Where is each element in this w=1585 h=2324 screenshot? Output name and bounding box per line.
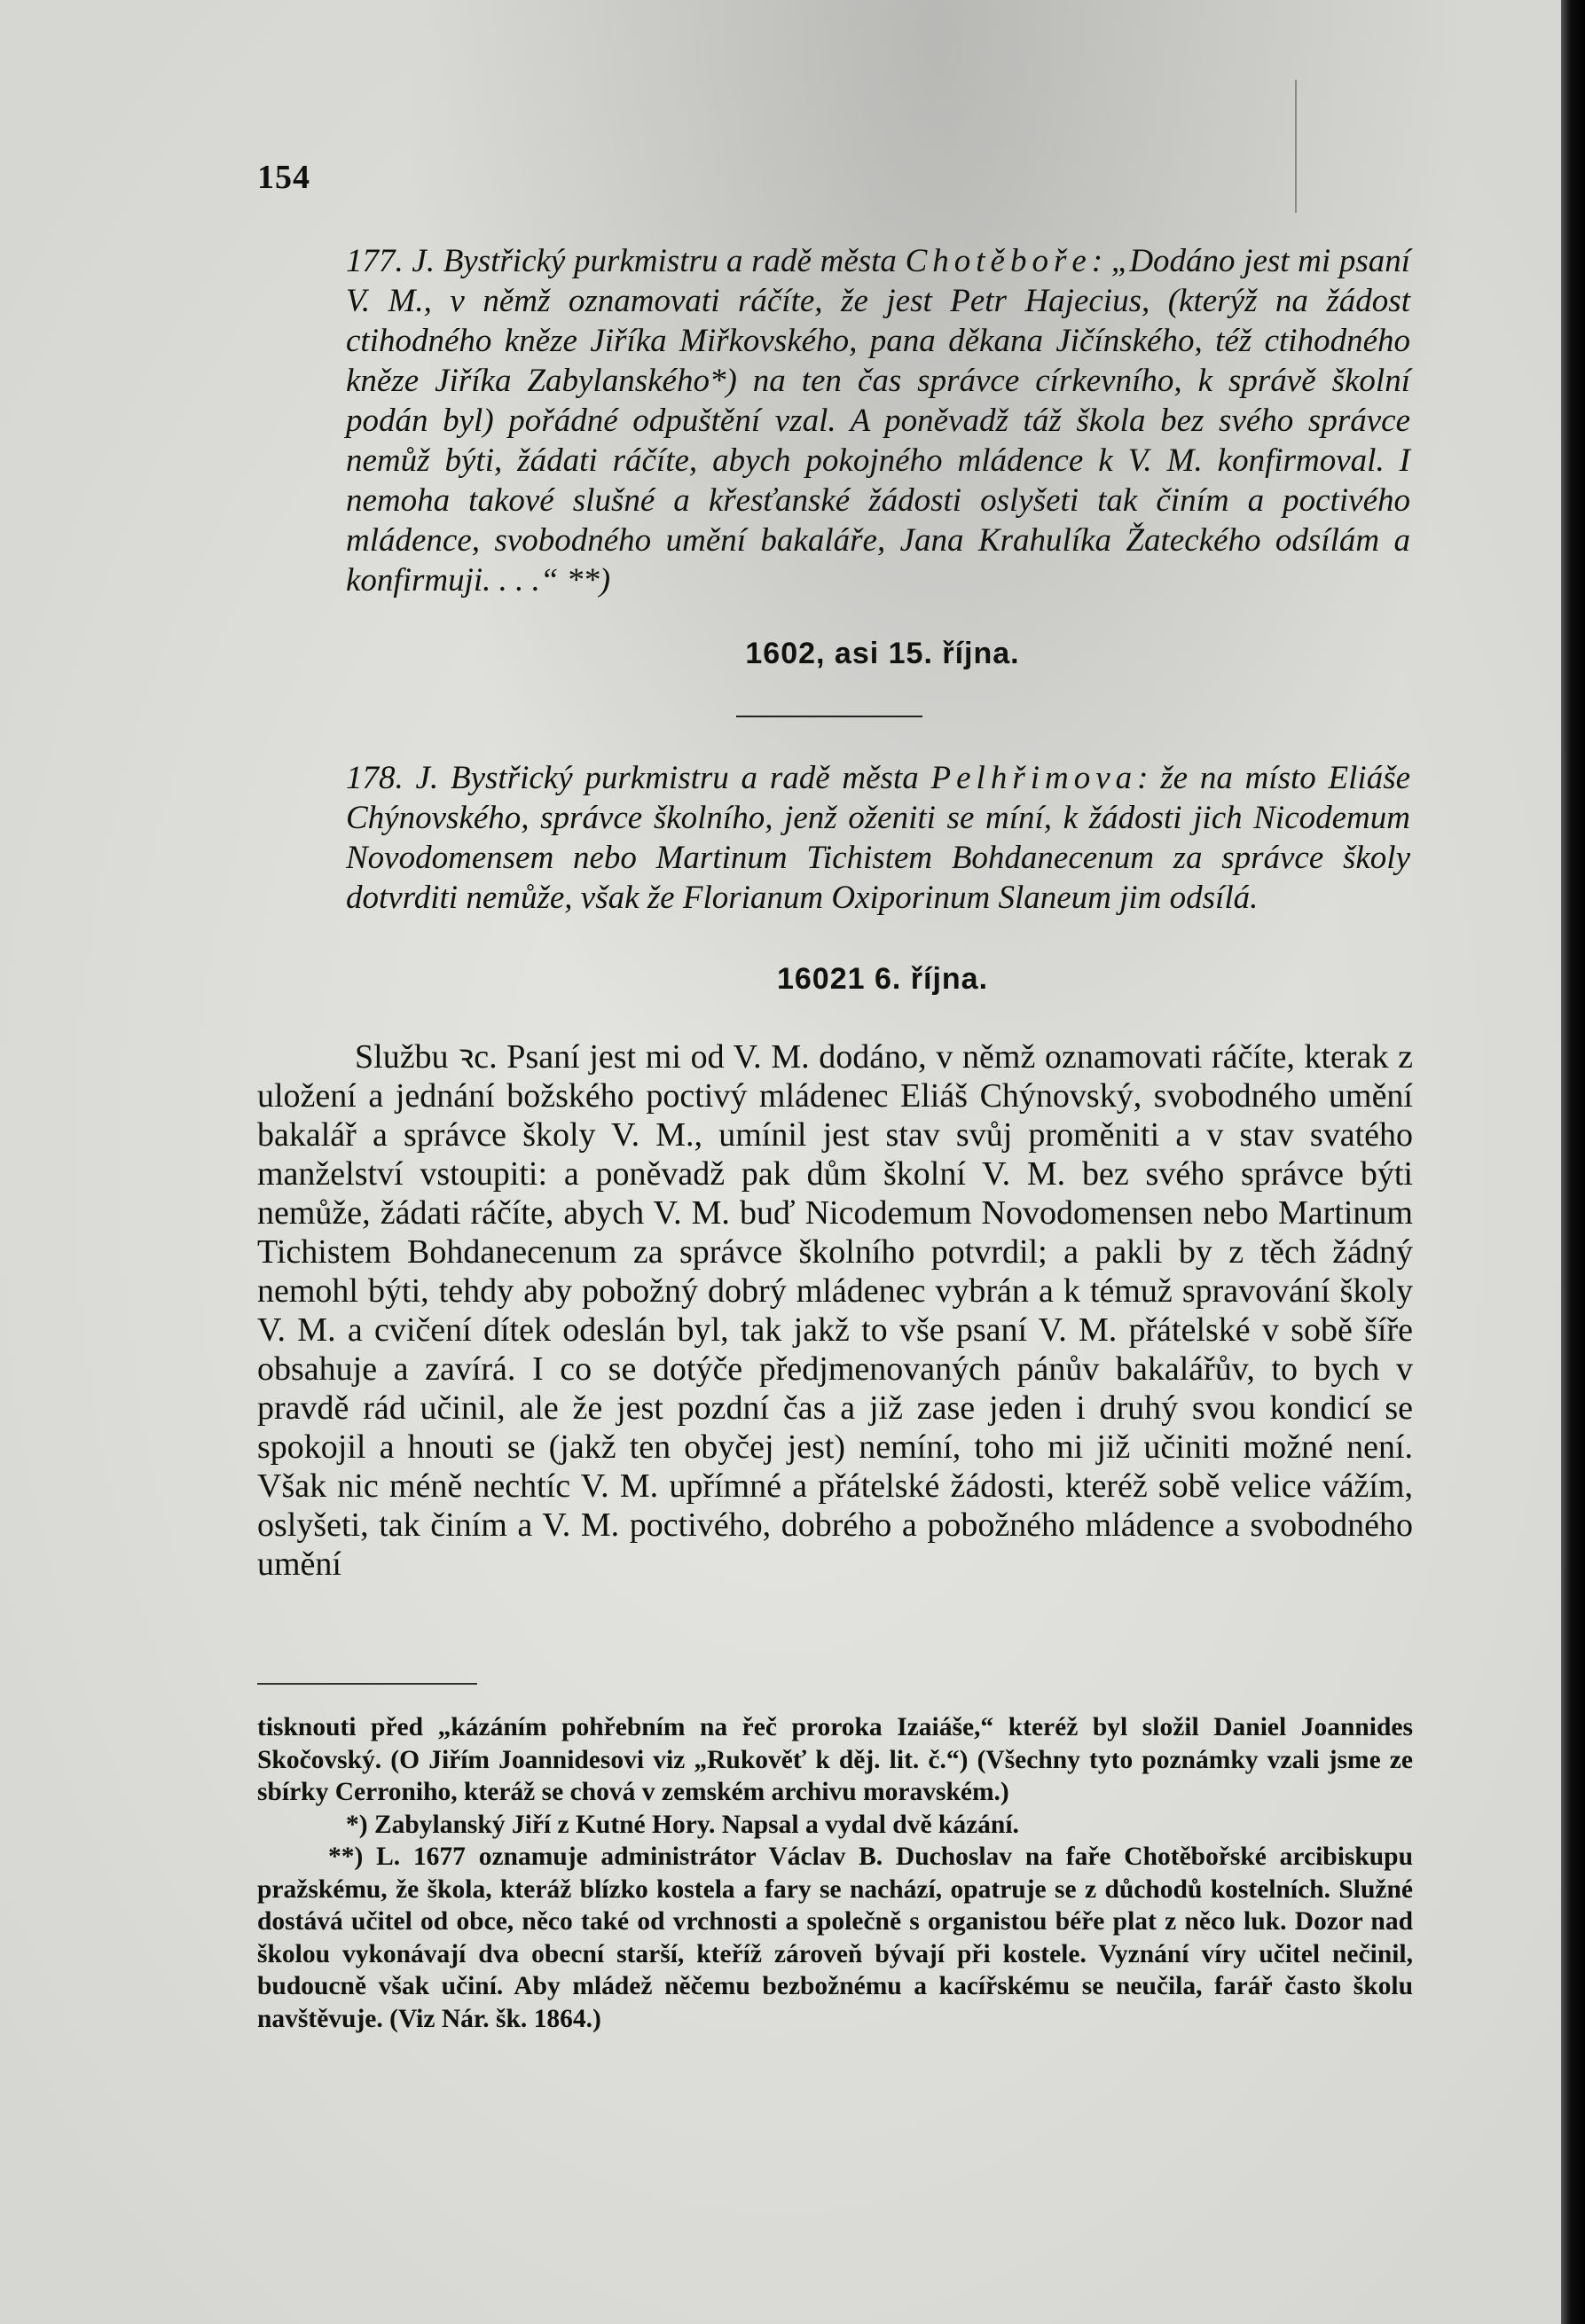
page-scratch-mark bbox=[1295, 80, 1297, 213]
entry-text: : že na místo Eliáše Chýnovského, správce školního, jenž oženiti se míní, k žádosti jich Nicodemum Novodomensem nebo Martinum Tichistem Bohdanecenum za správce školy dotvrditi nemůže, však že Florianum Oxiporinum Slaneum jim odsílá. bbox=[346, 760, 1411, 916]
footnotes bbox=[257, 1711, 1413, 2035]
footnote-double-star: **) L. 1677 oznamuje administrátor Václav B. Duchoslav na faře Chotěbořské arcibiskupu pražskému, že škola, kteráž blízko kostela a fary se nachází, opatruje se z důchodů kostelních. Služné dostává učitel od obce, něco také od vrchnosti a společně s organistou béře plat z něco luk. Dozor nad školou vykonávají dva obecní starší, kteříž zároveň bývají při kostele. Vyznání víry učitel nečinil, budoucně však učiní. Aby mládež něčemu bezbožnému a kacířskému se neučila, farář často školu navštěvuje. (Viz Nár. šk. 1864.) bbox=[257, 1843, 1413, 2033]
page-edge-shadow bbox=[1561, 0, 1585, 2324]
entry-177-date: 1602, asi 15. října. bbox=[745, 637, 1020, 670]
footnote-continuation: tisknouti před „kázáním pohřebním na řeč proroka Izaiáše,“ kteréž byl složil Daniel Joannides Skočovský. (O Jiřím Joannidesovi viz „Rukověť k děj. lit. č.“) (Všechny tyto poznámky vzali jsme ze sbírky Cerroniho, kteráž se chová v zemském archivu moravském.) bbox=[257, 1713, 1413, 1806]
entry-place: Chotěboře bbox=[905, 243, 1092, 279]
footnote-rule bbox=[257, 1683, 477, 1685]
entry-number: 178. bbox=[346, 760, 404, 796]
entry-text: : „Dodáno jest mi psaní V. M., v němž oznamovati ráčíte, že jest Petr Hajecius, (kterýž na žádost ctihodného kněze Jiříka Miřkovského, pana děkana Jičínského, též ctihodného kněze Jiříka Zabylanského*) na ten čas správce církevního, k správě školní podán byl) pořádné odpuštění vzal. A poněvadž táž škola bez svého správce nemůž býti, žádati ráčíte, abych pokojného mládence k V. M. konfirmoval. I nemoha takové slušné a křesťanské žádosti oslyšeti tak činím a poctivého mládence, svobodného umění bakaláře, Jana Krahulíka Žateckého odsílám a konfirmuji. . . .“ **) bbox=[346, 243, 1410, 599]
entry-lead: J. Bystřický purkmistru a radě města bbox=[412, 243, 897, 279]
separator-rule bbox=[736, 716, 922, 717]
entry-178 bbox=[346, 758, 1410, 918]
letter-body: Službu ꝛc. Psaní jest mi od V. M. dodáno, v němž oznamovati ráčíte, kterak z uložení a jednání božského poctivý mládenec Eliáš Chýnovský, svobodného umění bakalář a správce školy V. M., umínil jest stav svůj proměniti a v stav svatého manželství vstoupiti: a poněvadž pak dům školní V. M. bez svého správce býti nemůže, žádati ráčíte, abych V. M. buď Nicodemum Novodomensen nebo Martinum Tichistem Bohdanecenum za správce školního potvrdil; a pakli by z těch žádný nemohl býti, tehdy aby pobožný dobrý mládenec vybrán a k témuž spravování školy V. M. a cvičení dítek odeslán byl, tak jakž to vše psaní V. M. přátelské v sobě šíře obsahuje a zavírá. I co se dotýče předjmenovaných pánův bakalářův, to bych v pravdě rád učinil, ale že jest pozdní čas a již zase jeden i druhý svou kondicí se spokojil a hnouti se (jakž ten obyčej jest) nemíní, toho mi již učiniti možné není. Však nic méně nechtíc V. M. upřímné a přátelské žádosti, kteréž sobě velice vážím, oslyšeti, tak činím a V. M. poctivého, dobrého a pobožného mládence a svobodného umění bbox=[257, 1038, 1413, 1583]
entry-number: 177. bbox=[346, 243, 404, 279]
entry-place: Pelhřimova bbox=[930, 760, 1138, 796]
entry-lead: J. Bystřický purkmistru a radě města bbox=[415, 760, 919, 796]
page-number: 154 bbox=[257, 159, 310, 196]
entry-178-date: 16021 6. října. bbox=[776, 962, 989, 996]
entry-177 bbox=[346, 241, 1410, 600]
footnote-star: *) Zabylanský Jiří z Kutné Hory. Napsal a vydal dvě kázání. bbox=[346, 1810, 1019, 1839]
